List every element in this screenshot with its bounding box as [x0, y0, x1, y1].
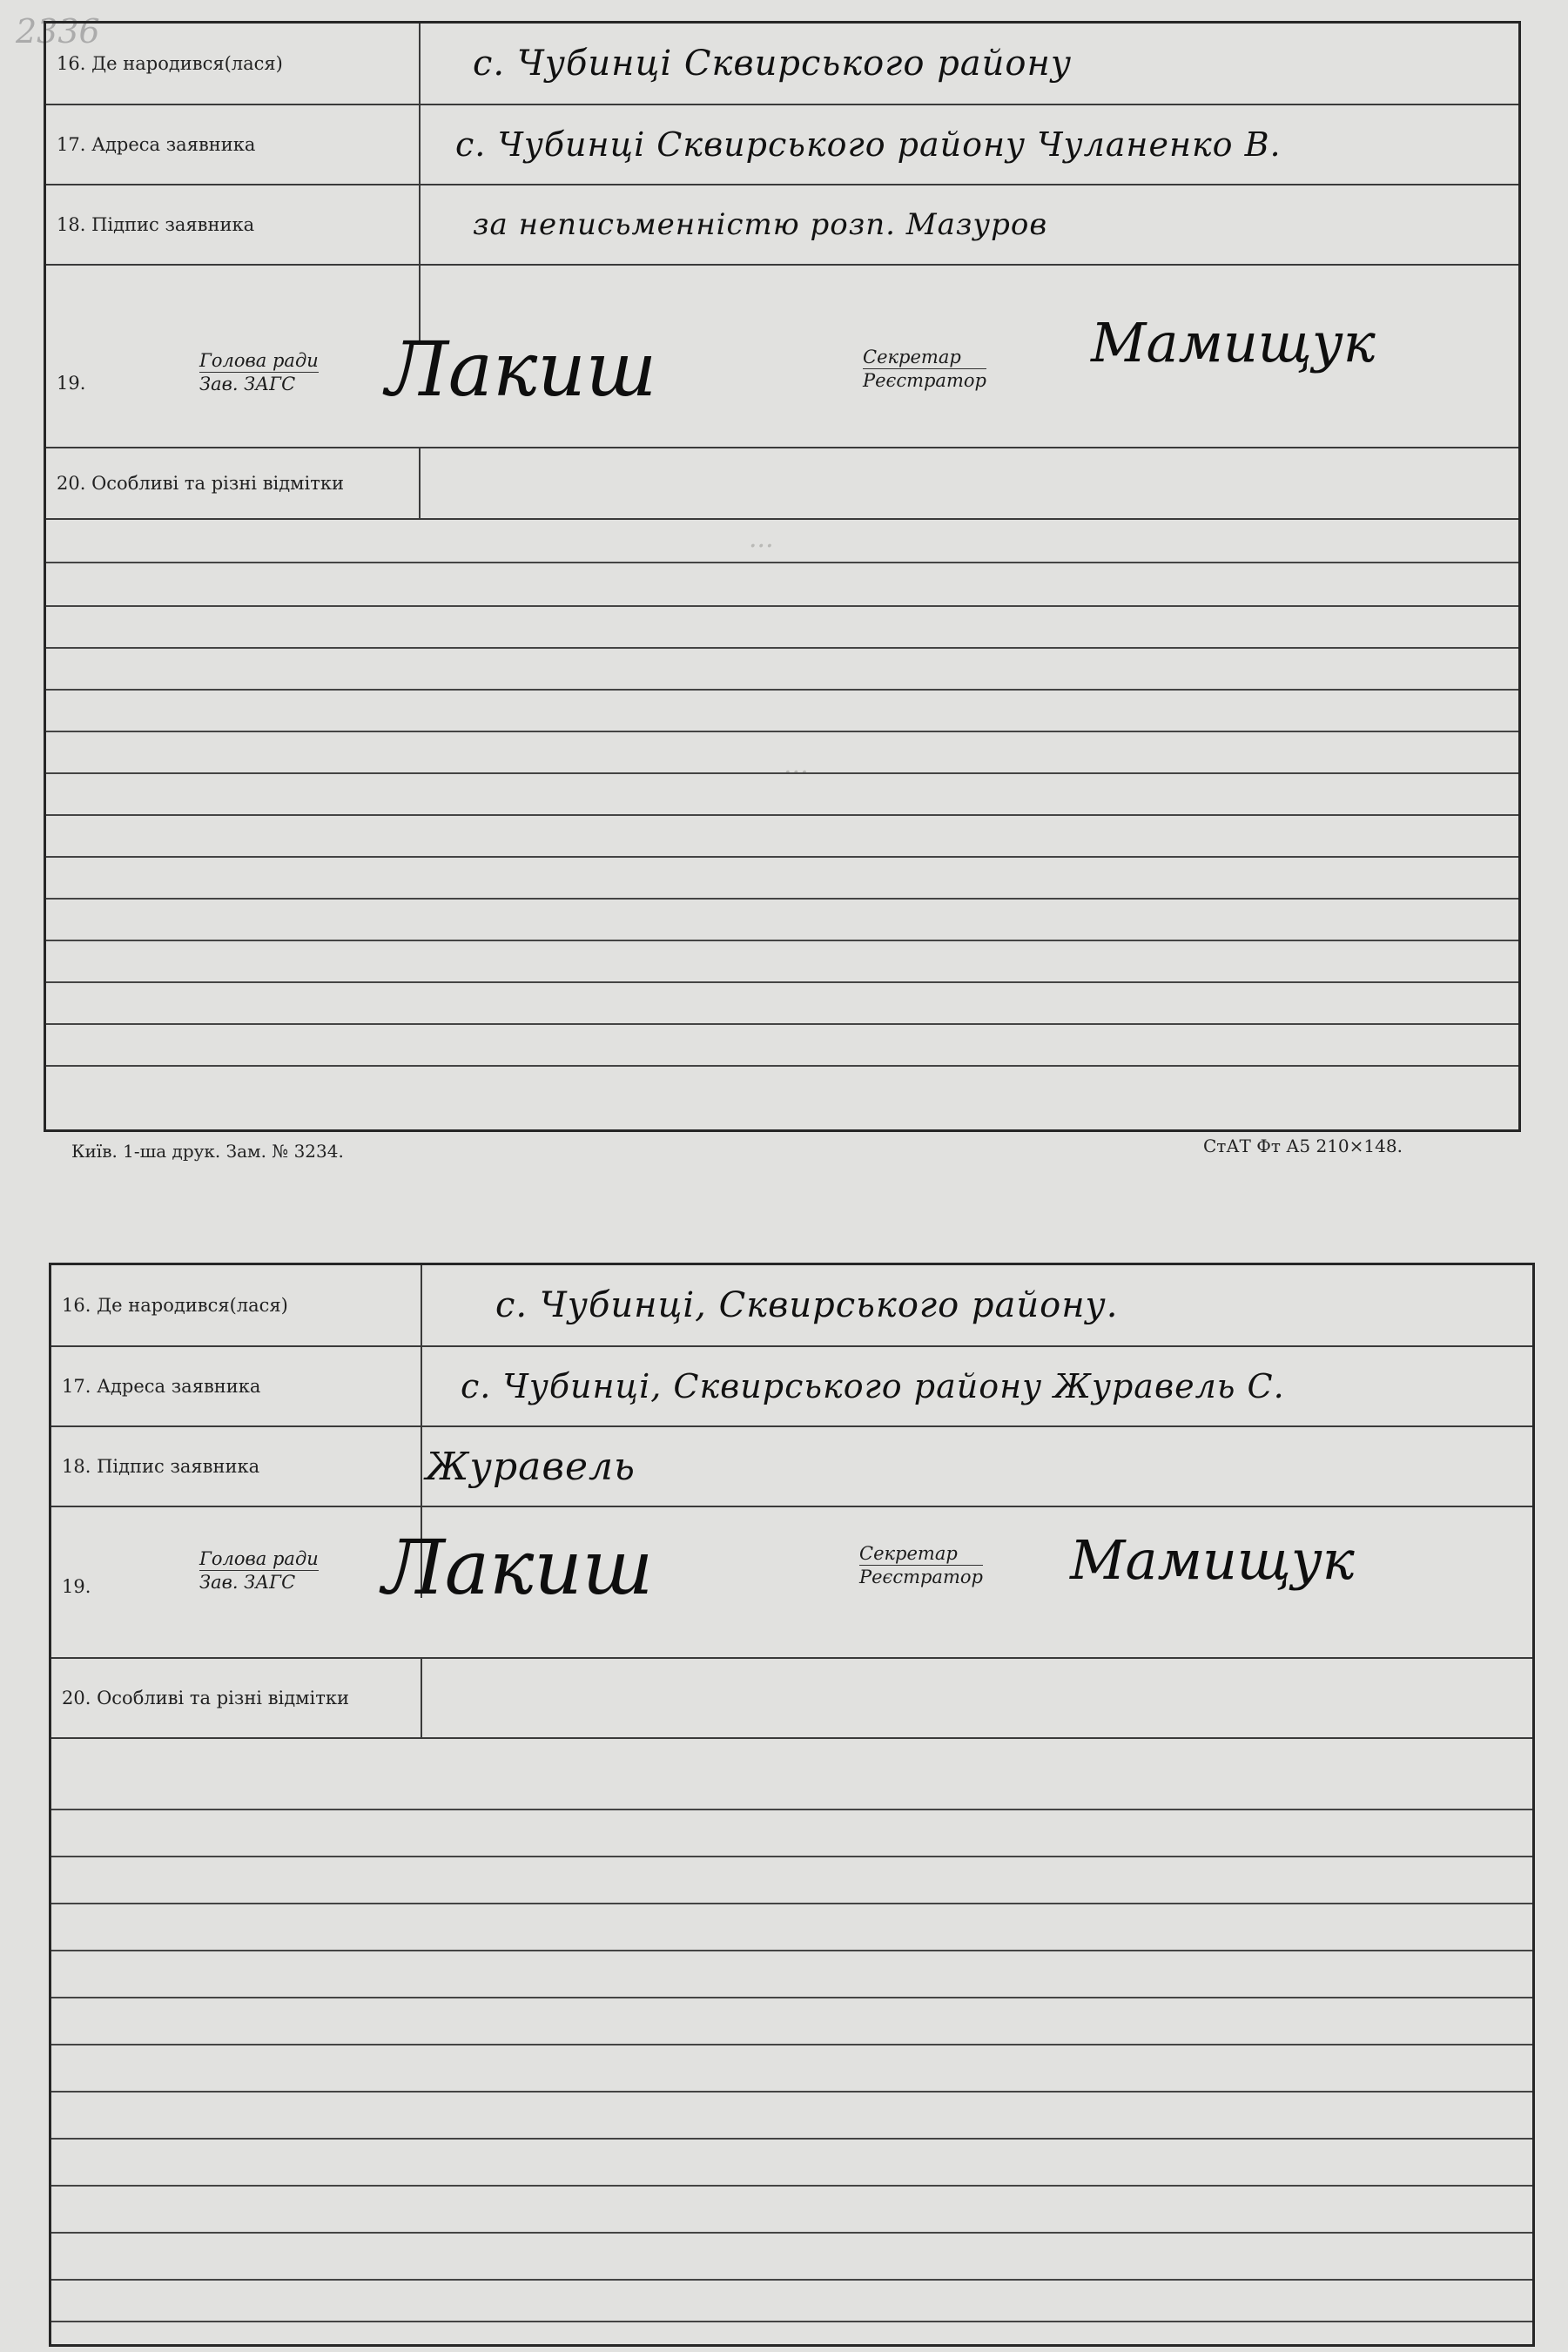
- row-birthplace: [51, 1265, 1532, 1347]
- applicant-signature-value: за неписьменністю розп. Мазуров: [473, 207, 1048, 242]
- ruled-line: [46, 981, 1518, 983]
- ruled-line: [51, 2044, 1532, 2045]
- head-signature: Лакиш: [382, 1525, 654, 1612]
- birthplace-label: 16. Де народився(лася): [62, 1295, 288, 1316]
- row-applicant-signature: [46, 185, 1518, 266]
- column-divider: [421, 1265, 422, 1345]
- column-divider: [419, 105, 421, 184]
- ruled-line: [51, 2091, 1532, 2093]
- ruled-line: [46, 562, 1518, 563]
- column-divider: [419, 448, 421, 518]
- birthplace-label: 16. Де народився(лася): [57, 53, 283, 74]
- birthplace-value: с. Чубинці, Сквирського району.: [495, 1285, 1119, 1325]
- ruled-line: [51, 1856, 1532, 1857]
- applicant-address-value: с. Чубинці Сквирського району Чуланенко В.: [455, 125, 1282, 164]
- secretary-signature: Мамищук: [1091, 311, 1376, 374]
- applicant-signature-value: Журавель: [426, 1444, 636, 1489]
- column-divider: [419, 24, 421, 104]
- ruled-line: [46, 814, 1518, 816]
- ruled-line: [51, 2185, 1532, 2187]
- ruled-line: [46, 1023, 1518, 1025]
- show-through-text: ···: [749, 531, 774, 562]
- ruled-line: [46, 647, 1518, 649]
- applicant-signature-label: 18. Підпис заявника: [57, 214, 255, 235]
- row19-number: 19.: [62, 1576, 91, 1597]
- printer-imprint: Київ. 1-ша друк. Зам. № 3234.: [71, 1141, 344, 1162]
- ruled-line: [51, 1903, 1532, 1904]
- ruled-line: [46, 731, 1518, 732]
- applicant-address-value: с. Чубинці, Сквирського району Журавель С.: [461, 1367, 1285, 1405]
- row19-number: 19.: [57, 373, 86, 394]
- column-divider: [421, 1427, 422, 1506]
- row-officials: [46, 266, 1518, 447]
- column-divider: [421, 1659, 422, 1737]
- form-top: [44, 21, 1521, 1132]
- row-applicant-address: [51, 1347, 1532, 1427]
- form-code: СтАТ Фт А5 210×148.: [1203, 1136, 1403, 1156]
- row-applicant-signature: [51, 1427, 1532, 1507]
- row-special-notes: [51, 1657, 1532, 1739]
- head-title-label: Голова ради Зав. ЗАГС: [199, 1548, 319, 1593]
- column-divider: [419, 185, 421, 264]
- ruled-line: [51, 2232, 1532, 2234]
- applicant-address-label: 17. Адреса заявника: [62, 1376, 261, 1397]
- head-title-label: Голова ради Зав. ЗАГС: [199, 350, 319, 394]
- row-applicant-address: [46, 105, 1518, 185]
- form-bottom: [49, 1263, 1535, 2347]
- special-notes-label: 20. Особливі та різні відмітки: [62, 1688, 349, 1708]
- secretary-signature: Мамищук: [1070, 1528, 1355, 1592]
- ruled-line: [51, 2321, 1532, 2322]
- row-officials: [51, 1507, 1532, 1668]
- ruled-line: [46, 605, 1518, 607]
- special-notes-label: 20. Особливі та різні відмітки: [57, 473, 344, 494]
- applicant-address-label: 17. Адреса заявника: [57, 134, 256, 155]
- ruled-line: [51, 2279, 1532, 2281]
- row-special-notes: [46, 447, 1518, 520]
- row-birthplace: [46, 24, 1518, 105]
- ruled-line: [46, 772, 1518, 774]
- birthplace-value: с. Чубинці Сквирського району: [473, 44, 1073, 84]
- secretary-title-label: Секретар Реєстратор: [859, 1543, 983, 1587]
- ruled-line: [51, 1809, 1532, 1810]
- ruled-line: [51, 2138, 1532, 2140]
- secretary-title-label: Секретар Реєстратор: [863, 347, 986, 391]
- archive-mark: 2336: [16, 12, 100, 51]
- show-through-text: ···: [784, 758, 809, 788]
- ruled-line: [46, 689, 1518, 691]
- column-divider: [421, 1347, 422, 1425]
- ruled-line: [46, 940, 1518, 941]
- head-signature: Лакиш: [386, 327, 657, 414]
- applicant-signature-label: 18. Підпис заявника: [62, 1456, 260, 1477]
- ruled-line: [51, 1950, 1532, 1951]
- ruled-line: [46, 856, 1518, 858]
- ruled-line: [46, 898, 1518, 900]
- ruled-line: [51, 1997, 1532, 1998]
- ruled-line: [46, 1065, 1518, 1067]
